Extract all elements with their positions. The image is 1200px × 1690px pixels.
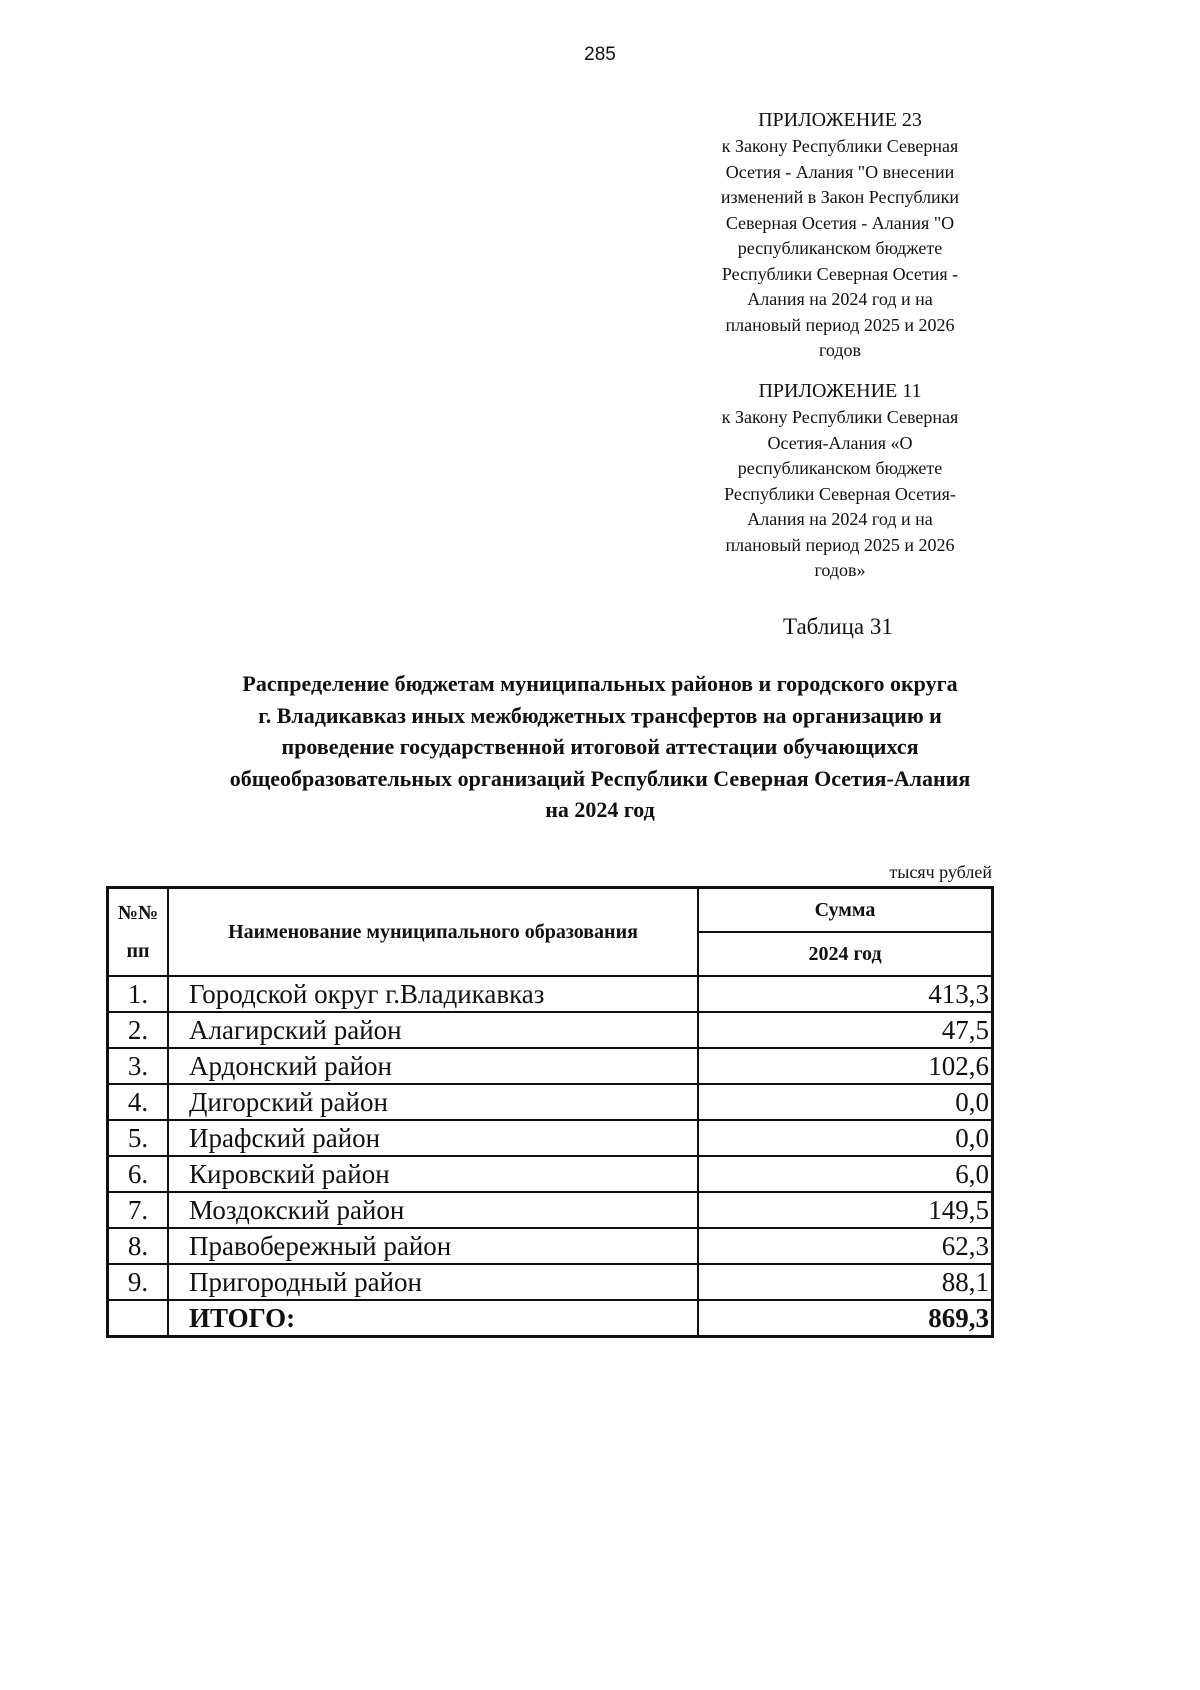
appendix-23-line: Республики Северная Осетия - — [721, 263, 959, 284]
document-title-line: на 2024 год — [545, 797, 655, 822]
appendix-11-block — [680, 377, 1000, 584]
unit-label: тысяч рублей — [889, 862, 992, 882]
row-municipality: Ирафский район — [168, 1120, 698, 1156]
table-row — [108, 1264, 993, 1300]
row-municipality: Алагирский район — [168, 1012, 698, 1048]
row-number: 8. — [108, 1228, 169, 1264]
document-title-line: Распределение бюджетам муниципальных районов и городского округа — [242, 671, 958, 696]
row-number: 3. — [108, 1048, 169, 1084]
header-number-line2: пп — [126, 940, 150, 962]
row-amount: 47,5 — [698, 1012, 993, 1048]
document-title-line: г. Владикавказ иных межбюджетных трансфертов на организацию и — [258, 702, 942, 728]
header-name: Наименование муниципального образования — [168, 888, 698, 977]
row-amount: 62,3 — [698, 1228, 993, 1264]
appendix-11-line: годов» — [814, 560, 866, 580]
table-body — [108, 976, 993, 1337]
row-number: 7. — [108, 1192, 169, 1228]
appendix-11-title: ПРИЛОЖЕНИЕ 11 — [758, 380, 922, 402]
appendix-23-line: изменений в Закон Республики — [720, 187, 960, 207]
appendix-11-line: Республики Северная Осетия- — [724, 483, 956, 504]
row-municipality: Кировский район — [168, 1156, 698, 1192]
distribution-table — [106, 886, 994, 1338]
row-municipality: Моздокский район — [168, 1192, 698, 1228]
header-year: 2024 год — [698, 932, 993, 976]
row-number: 1. — [108, 976, 169, 1012]
table-row — [108, 1084, 993, 1120]
appendix-23-block — [680, 106, 1000, 364]
appendix-23-line: Алания на 2024 год и на — [747, 289, 933, 309]
row-amount: 0,0 — [698, 1084, 993, 1120]
total-row — [108, 1300, 993, 1337]
row-municipality: Дигорский район — [168, 1084, 698, 1120]
table-row — [108, 1120, 993, 1156]
row-number: 4. — [108, 1084, 169, 1120]
appendix-23-line: Осетия - Алания "О внесении — [725, 161, 955, 182]
appendix-11-line: Осетия-Алания «О — [767, 432, 913, 453]
row-number: 9. — [108, 1264, 169, 1300]
header-number — [108, 888, 169, 977]
appendix-23-line: годов — [818, 340, 862, 360]
row-municipality: Пригородный район — [168, 1264, 698, 1300]
row-municipality: Правобережный район — [168, 1228, 698, 1264]
total-amount: 869,3 — [698, 1300, 993, 1337]
row-number: 5. — [108, 1120, 169, 1156]
table-row — [108, 976, 993, 1012]
total-label: ИТОГО: — [168, 1300, 698, 1337]
page-number: 285 — [584, 44, 616, 65]
table-row — [108, 1156, 993, 1192]
appendix-23-title: ПРИЛОЖЕНИЕ 23 — [758, 109, 922, 131]
total-number — [108, 1300, 169, 1337]
header-number-line1: №№ — [117, 902, 159, 924]
row-amount: 149,5 — [698, 1192, 993, 1228]
table-row — [108, 1192, 993, 1228]
table-row — [108, 1012, 993, 1048]
row-municipality: Ардонский район — [168, 1048, 698, 1084]
appendix-11-line: плановый период 2025 и 2026 — [725, 534, 955, 555]
row-number: 2. — [108, 1012, 169, 1048]
row-amount: 102,6 — [698, 1048, 993, 1084]
appendix-11-line: к Закону Республики Северная — [721, 407, 959, 427]
appendix-11-line: республиканском бюджете — [737, 458, 943, 478]
header-sum: Сумма — [698, 888, 993, 933]
appendix-23-line: плановый период 2025 и 2026 — [725, 314, 955, 335]
row-amount: 88,1 — [698, 1264, 993, 1300]
appendix-23-line: к Закону Республики Северная — [721, 136, 959, 156]
row-amount: 0,0 — [698, 1120, 993, 1156]
document-title-line: общеобразовательных организаций Республики Северная Осетия-Алания — [229, 765, 971, 791]
appendix-23-line: республиканском бюджете — [737, 238, 943, 258]
appendix-23-line: Северная Осетия - Алания "О — [725, 212, 955, 233]
document-title-line: проведение государственной итоговой аттестации обучающихся — [281, 734, 919, 759]
table-number: Таблица 31 — [783, 614, 893, 639]
appendix-11-line: Алания на 2024 год и на — [747, 509, 933, 529]
document-title — [100, 668, 1100, 826]
table-row — [108, 1228, 993, 1264]
row-number: 6. — [108, 1156, 169, 1192]
row-municipality: Городской округ г.Владикавказ — [168, 976, 698, 1012]
row-amount: 413,3 — [698, 976, 993, 1012]
table-row — [108, 1048, 993, 1084]
row-amount: 6,0 — [698, 1156, 993, 1192]
